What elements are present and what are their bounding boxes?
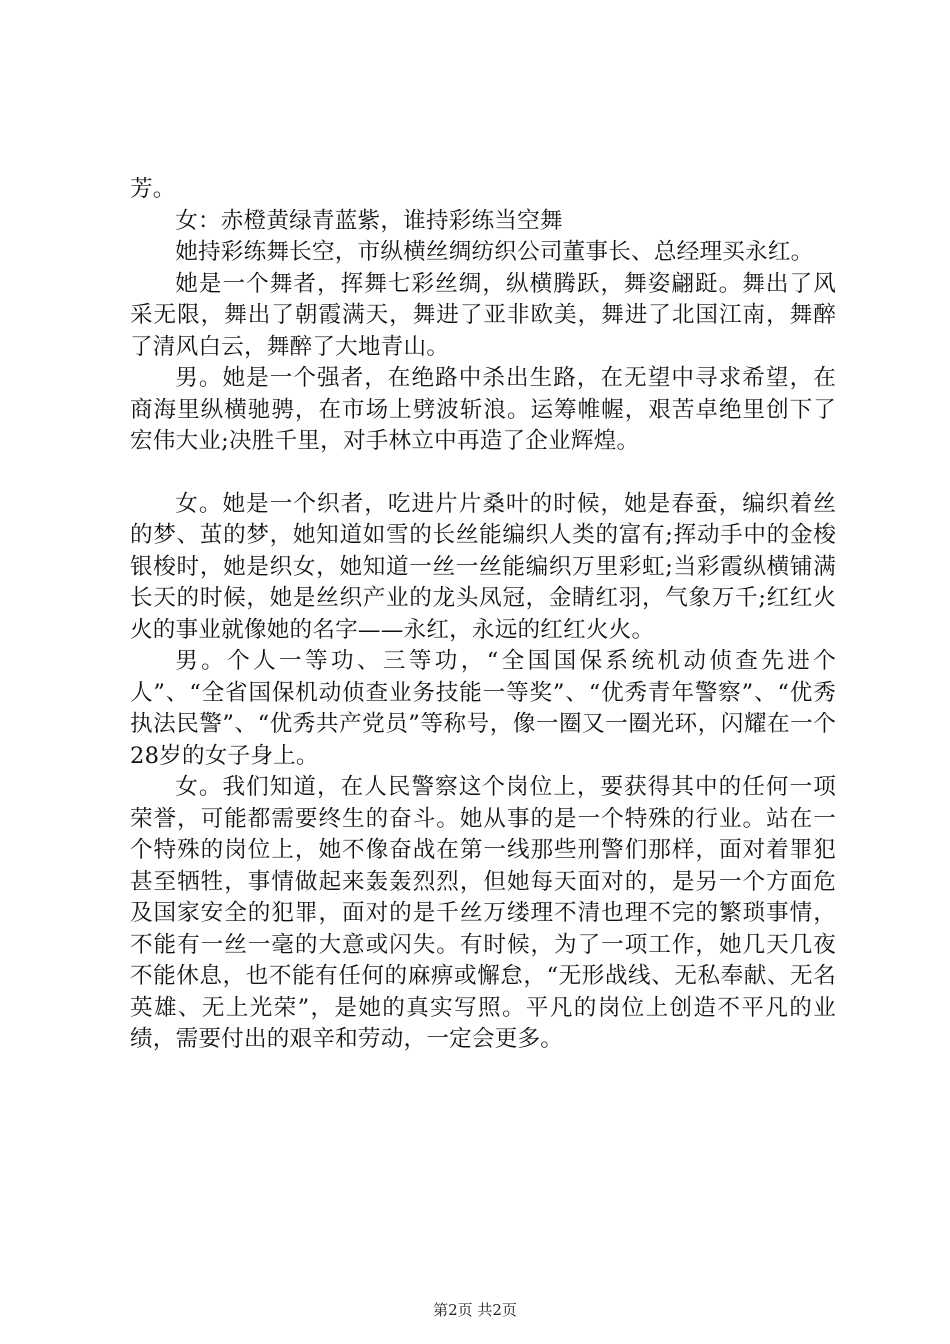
- paragraph-police-work: 女。我们知道，在人民警察这个岗位上，要获得其中的任何一项荣誉，可能都需要终生的奋斗。她从事的是一个特殊的行业。站在一个特殊的岗位上，她不像奋战在第一线那些刑警们那样，面对着罪犯甚至牺牲，事情做起来轰轰烈烈，但她每天面对的，是另一个方面危及国家安全的犯罪，面对的是千丝万缕理不清也理不完的繁琐事情，不能有一丝一毫的大意或闪失。有时候，为了一项工作，她几天几夜不能休息，也不能有任何的麻痹或懈怠，“无形战线、无私奉献、无名英雄、无上光荣”，是她的真实写照。平凡的岗位上创造不平凡的业绩，需要付出的艰辛和劳动，一定会更多。: [130, 774, 836, 1052]
- document-body: [130, 174, 836, 1056]
- paragraph-weaver: 女。她是一个织者，吃进片片桑叶的时候，她是春蚕，编织着丝的梦、茧的梦，她知道如雪的长丝能编织人类的富有;挥动手中的金梭银梭时，她是织女，她知道一丝一丝能编织万里彩虹;当彩霞纵横铺满长天的时候，她是丝织产业的龙头凤冠，金睛红羽，气象万千;红红火火的事业就像她的名字——永红，永远的红红火火。: [130, 490, 836, 643]
- paragraph-introduction: 她持彩练舞长空，市纵横丝绸纺织公司董事长、总经理买永红。: [175, 239, 814, 265]
- paragraph-dancer: 她是一个舞者，挥舞七彩丝绸，纵横腾跃，舞姿翩跹。舞出了风采无限，舞出了朝霞满天，舞进了亚非欧美，舞进了北国江南，舞醉了清风白云，舞醉了大地青山。: [130, 270, 836, 360]
- page-number-footer: 第2页 共2页: [433, 1301, 517, 1319]
- paragraph-strong-one: 男。她是一个强者，在绝路中杀出生路，在无望中寻求希望，在商海里纵横驰骋，在市场上劈波斩浪。运筹帷幄，艰苦卓绝里创下了宏伟大业;决胜千里，对手林立中再造了企业辉煌。: [130, 365, 836, 454]
- paragraph-female-line: 女：赤橙黄绿青蓝紫，谁持彩练当空舞: [175, 207, 563, 234]
- paragraph-honors: 男。个人一等功、三等功，“全国国保系统机动侦查先进个人”、“全省国保机动侦查业务技能一等奖”、“优秀青年警察”、“优秀执法民警”、“优秀共产党员”等称号，像一圈又一圈光环，闪耀在一个28岁的女子身上。: [130, 648, 836, 769]
- paragraph-continuation: 芳。: [130, 176, 176, 202]
